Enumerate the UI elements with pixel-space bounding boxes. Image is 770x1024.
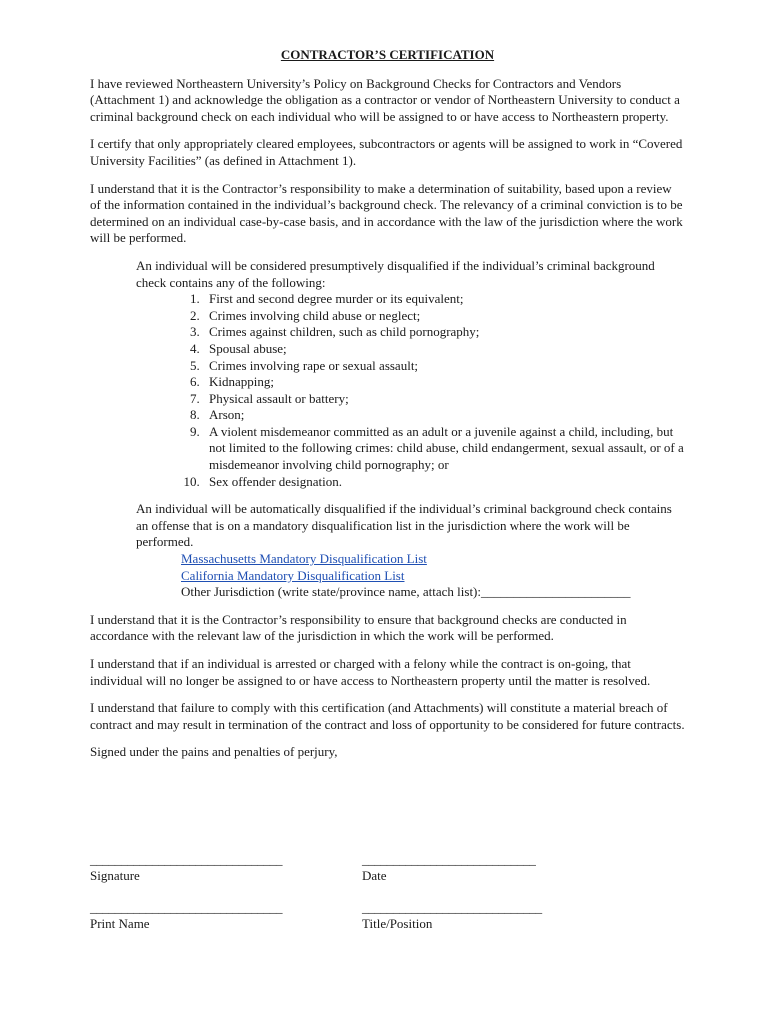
print-name-row [90, 900, 690, 948]
paragraph-felony: I understand that if an individual is arrested or charged with a felony while the contract is on-going, that individual will no longer be assigned to or have access to Northeastern property until the matter is resolved. [90, 656, 651, 688]
list-item: 10. Sex offender designation. [203, 474, 685, 491]
list-item: 8. Arson; [203, 407, 685, 424]
signature-field[interactable] [90, 852, 282, 884]
signed-statement: Signed under the pains and penalties of perjury, [90, 744, 338, 760]
paragraph-suitability: I understand that it is the Contractor’s responsibility to make a determination of suitability, based upon a review of the information contained in the individual’s background check. The relevancy of a criminal conviction is to be determined on an individual case-by-case basis, and in accordance with the law of the jurisdiction where the work will be performed. [90, 180, 683, 246]
list-item: 6. Kidnapping; [203, 374, 685, 391]
date-field[interactable] [362, 852, 536, 884]
list-item: 1. First and second degree murder or its equivalent; [203, 291, 685, 308]
paragraph-background-law: I understand that it is the Contractor’s responsibility to ensure that background checks are conducted in accordance with the relevant law of the jurisdiction in which the work will be performed. [90, 611, 627, 644]
certification-document [90, 47, 685, 772]
paragraph-cleared-employees: I certify that only appropriately cleared employees, subcontractors or agents will be assigned to work in “Covered University Facilities” (as defined in Attachment 1). [90, 136, 683, 168]
print-name-label: Print Name [90, 916, 150, 931]
signature-line[interactable]: _______________________________ [90, 852, 283, 867]
list-item: 2. Crimes involving child abuse or neglect; [203, 308, 685, 325]
list-item: 3. Crimes against children, such as child pornography; [203, 324, 685, 341]
signature-label: Signature [90, 868, 140, 883]
list-item: 9. A violent misdemeanor committed as an adult or a juvenile against a child, including, but not limited to the following crimes: child abuse, child endangerment, sexual assault, or of a misdemeanor involving child pornography; or [203, 424, 685, 474]
presumptive-intro: An individual will be considered presumptively disqualified if the individual’s criminal background check contains any of the following: [136, 257, 655, 290]
date-line[interactable]: ____________________________ [362, 852, 536, 867]
california-list-link[interactable]: California Mandatory Disqualification List [181, 567, 405, 583]
list-item: 4. Spousal abuse; [203, 341, 685, 358]
page-title: CONTRACTOR’S CERTIFICATION [280, 47, 495, 62]
print-name-line[interactable]: _______________________________ [90, 900, 283, 915]
disqualification-list [90, 291, 685, 490]
automatic-disqualification: An individual will be automatically disqualified if the individual’s criminal background check contains an offense that is on a mandatory disqualification list in the jurisdiction where the work will be performed. [136, 501, 672, 550]
jurisdiction-links [181, 551, 685, 601]
other-jurisdiction-field[interactable]: Other Jurisdiction (write state/province name, attach list):_______________________ [181, 584, 631, 600]
signature-section [90, 852, 690, 948]
print-name-field[interactable] [90, 900, 282, 932]
list-item: 7. Physical assault or battery; [203, 391, 685, 408]
list-item: 5. Crimes involving rape or sexual assault; [203, 358, 685, 375]
paragraph-breach: I understand that failure to comply with this certification (and Attachments) will constitute a material breach of contract and may result in termination of the contract and loss of opportunity to be considered for future contracts. [90, 700, 685, 732]
date-label: Date [362, 868, 387, 883]
signature-row [90, 852, 690, 900]
title-position-label: Title/Position [362, 916, 433, 931]
paragraph-policy-review: I have reviewed Northeastern University’s Policy on Background Checks for Contractors and Vendors (Attachment 1) and acknowledge the obligation as a contractor or vendor of Northeastern University to conduct a criminal background check on each individual who will be assigned to or have access to Northeastern property. [90, 75, 680, 124]
title-position-field[interactable] [362, 900, 542, 932]
title-position-line[interactable]: _____________________________ [362, 900, 542, 915]
massachusetts-list-link[interactable]: Massachusetts Mandatory Disqualification List [181, 551, 427, 567]
